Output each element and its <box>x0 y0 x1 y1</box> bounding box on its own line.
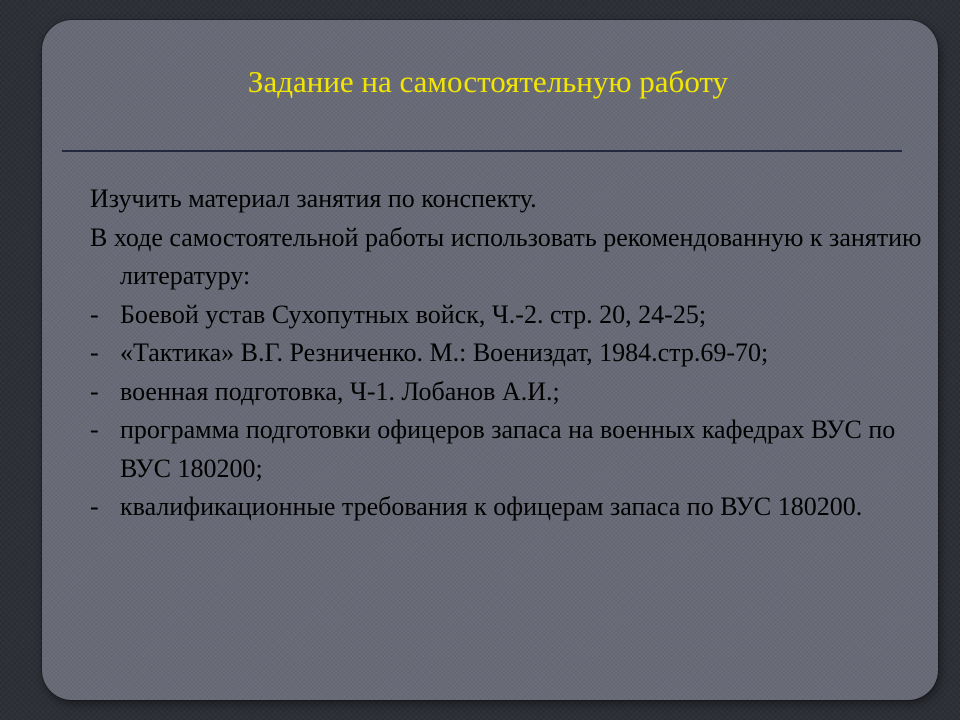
list-item-text: военная подготовка, Ч-1. Лобанов А.И.; <box>120 376 560 406</box>
list-marker: - <box>90 415 99 444</box>
slide-body <box>90 180 940 527</box>
list-marker: - <box>90 376 99 406</box>
list-marker: - <box>90 338 99 367</box>
list-marker: - <box>90 299 99 329</box>
list-item-text: квалификационные требования к офицерам запаса по ВУС 180200. <box>120 492 863 521</box>
intro-line-study: Изучить материал занятия по конспекту. <box>90 184 537 213</box>
title-divider <box>62 150 902 152</box>
list-item <box>90 488 940 527</box>
slide-title: Задание на самостоятельную работу <box>247 64 729 99</box>
list-item <box>90 334 940 373</box>
list-item-text: «Тактика» В.Г. Резниченко. М.: Воениздат, 1984.стр.69-70; <box>120 338 769 367</box>
list-item <box>90 373 940 412</box>
literature-list <box>90 296 940 527</box>
list-item-text: Боевой устав Сухопутных войск, Ч.-2. стр. 20, 24-25; <box>120 299 707 329</box>
intro-line-literature: В ходе самостоятельной работы использовать рекомендованную к занятию литературу: <box>90 222 922 290</box>
list-item <box>90 296 940 335</box>
list-item-text: программа подготовки офицеров запаса на военных кафедрах ВУС по ВУС 180200; <box>120 415 896 483</box>
list-item <box>90 411 940 488</box>
list-marker: - <box>90 492 99 521</box>
